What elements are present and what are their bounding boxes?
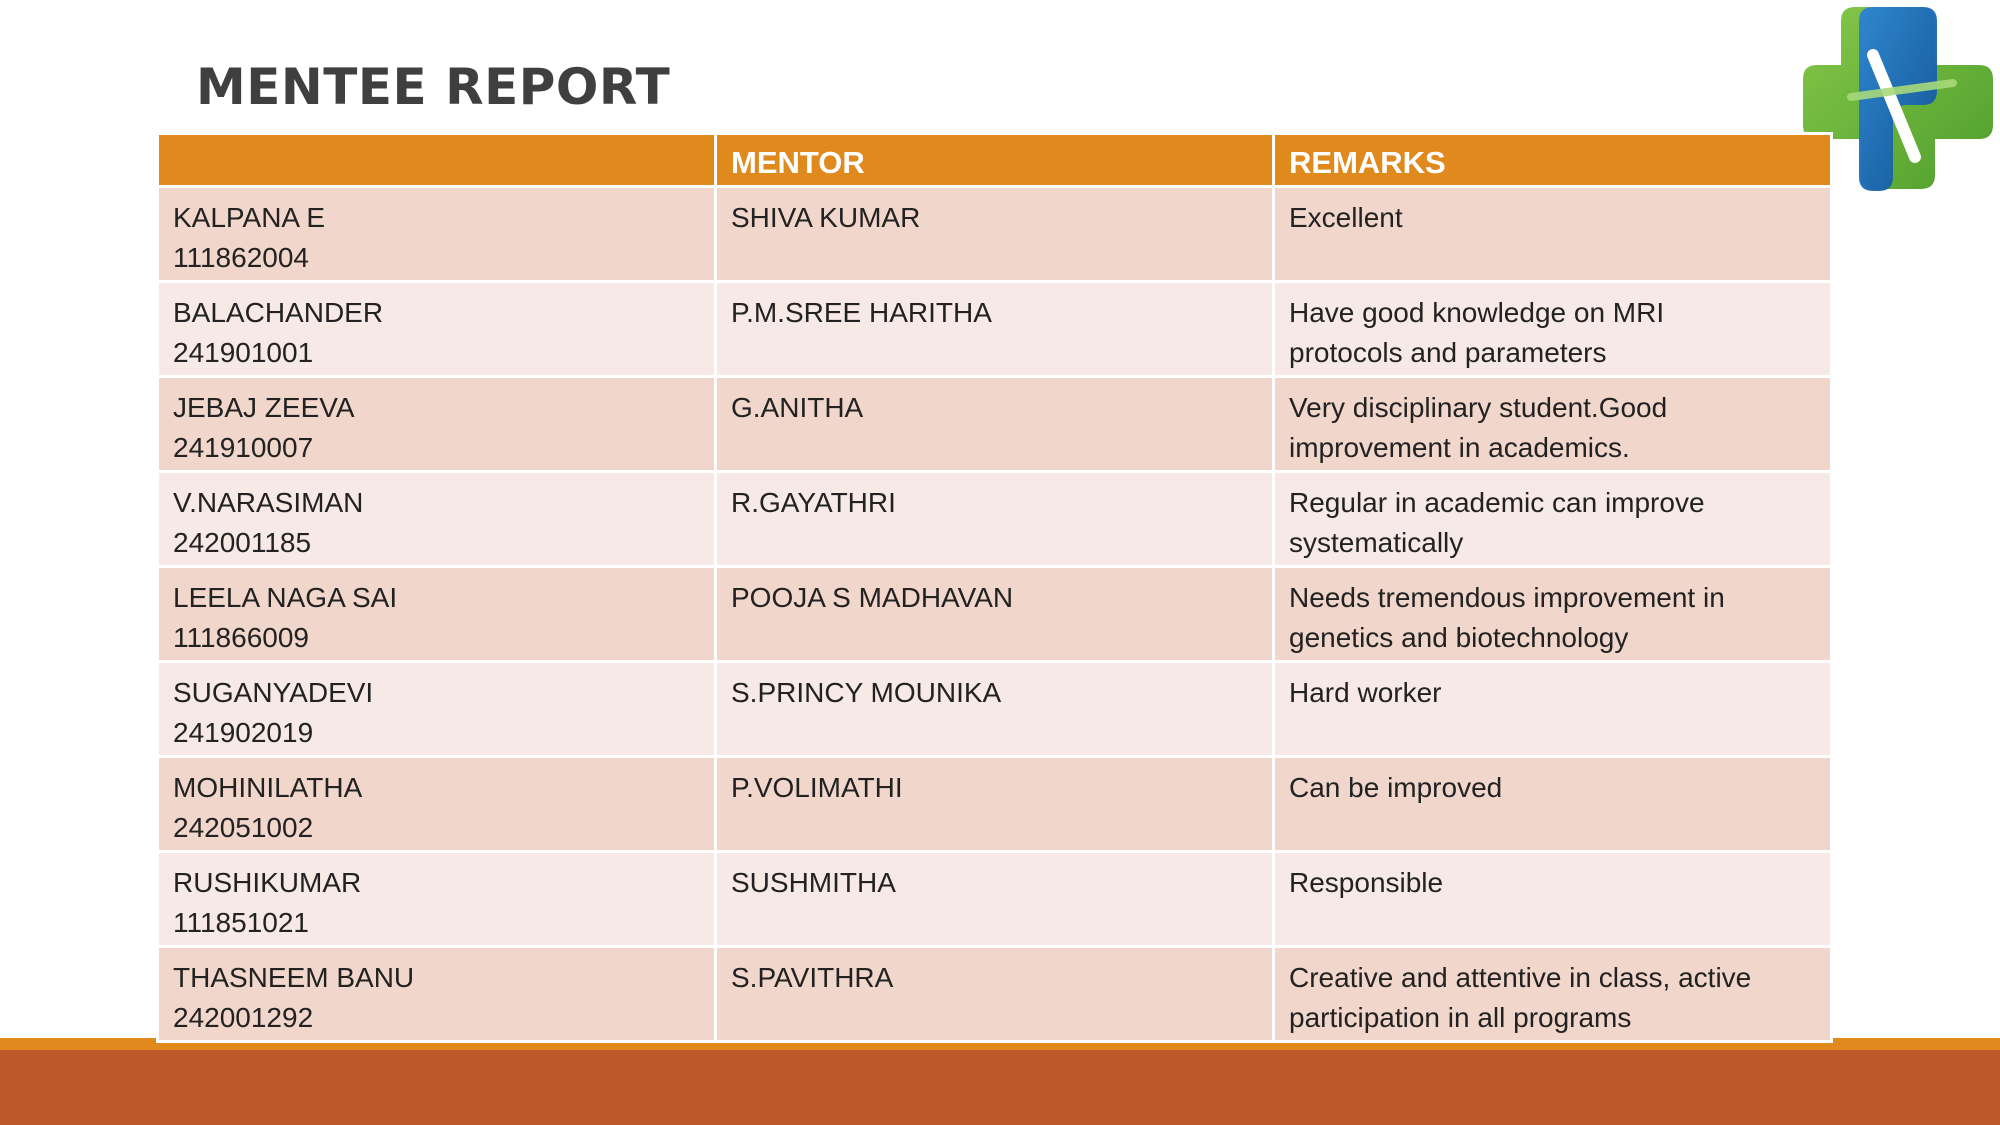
remark-line: Creative and attentive in class, active <box>1289 962 1752 993</box>
mentee-cell <box>158 377 716 472</box>
mentee-id: 241910007 <box>173 432 314 463</box>
mentee-name: KALPANA E <box>173 202 326 233</box>
remarks-cell <box>1274 187 1832 282</box>
mentor-cell: S.PAVITHRA <box>716 947 1274 1042</box>
mentor-cell: SHIVA KUMAR <box>716 187 1274 282</box>
table-header-row <box>158 134 1832 187</box>
remark-line: Hard worker <box>1289 677 1442 708</box>
mentee-cell <box>158 472 716 567</box>
mentee-id: 241901001 <box>173 337 314 368</box>
remark-line: Responsible <box>1289 867 1444 898</box>
table-row <box>158 757 1832 852</box>
table-row <box>158 377 1832 472</box>
mentor-cell: P.M.SREE HARITHA <box>716 282 1274 377</box>
mentor-cell: P.VOLIMATHI <box>716 757 1274 852</box>
header-mentor: MENTOR <box>716 134 1274 187</box>
remarks-cell <box>1274 852 1832 947</box>
table-row <box>158 852 1832 947</box>
remarks-cell <box>1274 662 1832 757</box>
mentee-name: RUSHIKUMAR <box>173 867 362 898</box>
mentee-name: LEELA NAGA SAI <box>173 582 398 613</box>
table-row <box>158 662 1832 757</box>
remarks-cell <box>1274 282 1832 377</box>
mentee-name: BALACHANDER <box>173 297 384 328</box>
mentee-cell <box>158 662 716 757</box>
mentee-cell <box>158 852 716 947</box>
table-row <box>158 947 1832 1042</box>
mentee-id: 242051002 <box>173 812 314 843</box>
mentee-name: JEBAJ ZEEVA <box>173 392 355 423</box>
header-remarks: REMARKS <box>1274 134 1832 187</box>
mentee-id: 111862004 <box>173 242 309 273</box>
mentee-cell <box>158 567 716 662</box>
mentee-id: 242001185 <box>173 527 312 558</box>
remark-line: Can be improved <box>1289 772 1503 803</box>
mentee-name: THASNEEM BANU <box>173 962 415 993</box>
remark-line: Regular in academic can improve <box>1289 487 1705 518</box>
mentee-cell <box>158 187 716 282</box>
remarks-cell <box>1274 377 1832 472</box>
remark-line: Needs tremendous improvement in <box>1289 582 1725 613</box>
mentor-cell: G.ANITHA <box>716 377 1274 472</box>
page-title: MENTEE REPORT <box>196 58 671 116</box>
table-row <box>158 567 1832 662</box>
mentor-cell: S.PRINCY MOUNIKA <box>716 662 1274 757</box>
table-row <box>158 472 1832 567</box>
mentee-cell <box>158 757 716 852</box>
remark-line: Very disciplinary student.Good <box>1289 392 1668 423</box>
remark-line: Excellent <box>1289 202 1403 233</box>
remark-line: Have good knowledge on MRI <box>1289 297 1665 328</box>
mentee-id: 241902019 <box>173 717 314 748</box>
mentee-cell <box>158 282 716 377</box>
remark-line: improvement in academics. <box>1289 432 1630 463</box>
mentor-cell: POOJA S MADHAVAN <box>716 567 1274 662</box>
mentee-name: MOHINILATHA <box>173 772 363 803</box>
table-row <box>158 282 1832 377</box>
mentee-name: SUGANYADEVI <box>173 677 374 708</box>
footer-band <box>0 1050 2000 1125</box>
mentor-cell: SUSHMITHA <box>716 852 1274 947</box>
remarks-cell <box>1274 567 1832 662</box>
remark-line: systematically <box>1289 527 1464 558</box>
remarks-cell <box>1274 947 1832 1042</box>
mentee-id: 111851021 <box>173 907 309 938</box>
remark-line: genetics and biotechnology <box>1289 622 1629 653</box>
mentee-id: 242001292 <box>173 1002 314 1033</box>
remarks-cell <box>1274 472 1832 567</box>
mentor-cell: R.GAYATHRI <box>716 472 1274 567</box>
remarks-cell <box>1274 757 1832 852</box>
table-row <box>158 187 1832 282</box>
mentee-id: 111866009 <box>173 622 309 653</box>
mentee-name: V.NARASIMAN <box>173 487 364 518</box>
mentee-cell <box>158 947 716 1042</box>
header-mentee <box>158 134 716 187</box>
remark-line: protocols and parameters <box>1289 337 1607 368</box>
remark-line: participation in all programs <box>1289 1002 1632 1033</box>
mentee-report-table <box>156 132 1833 1043</box>
